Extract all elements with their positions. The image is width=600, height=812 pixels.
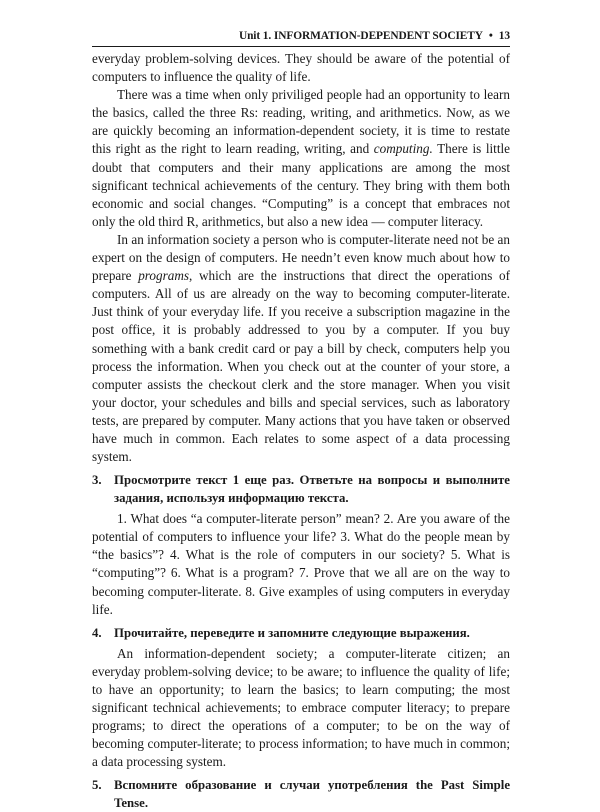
emphasis-programs: programs <box>138 268 189 284</box>
task-heading-4 <box>92 624 510 642</box>
textbook-page <box>92 30 510 812</box>
header-bullet: • <box>488 30 493 42</box>
page-number: 13 <box>498 30 510 42</box>
paragraph-information-society: In an information society a person who is computer-literate need not be an expert on the design of computers. He needn’t even know much about how to prepare programs, which are the instructions that direct the operations of computers. All of us are already on the way to becoming computer-literate. Just think of your everyday life. If you receive a subscription magazine in the post office, it is probably addressed to you by a computer. If you buy something with a bank credit card or pay a bill by check, computers help you process the information. When you check out at the counter of your store, a computer assists the checkout clerk and the store manager. When you visit your doctor, your schedules and bills and special services, such as laboratory tests, are prepared by computer. Many actions that you have taken or observed have much in common. Each relates to some aspect of a data processing system. <box>92 231 510 465</box>
task-instruction: Просмотрите текст 1 еще раз. Ответьте на вопросы и выполните задания, используя информацию текста. <box>114 473 510 506</box>
paragraph-three-rs: There was a time when only priviliged people had an opportunity to learn the basics, called the three Rs: reading, writing, and arithmetics. Now, as we are quickly becoming an information-dependent society, it is time to restate this right as the right to learn reading, writing, and computing. There is little doubt that computers and their many applications are among the most significant technical achievements of the century. They bring with them both economic and social changes. “Computing” is a concept that embraces not only the old third R, arithmetics, but also a new idea — computer literacy. <box>92 87 510 229</box>
task-number: 4. <box>92 625 102 640</box>
task-number: 5. <box>92 778 102 793</box>
emphasis-computing: computing. <box>373 141 433 157</box>
paragraph-continuation: everyday problem-solving devices. They should be aware of the potential of computers to influence the quality of life. <box>92 51 510 85</box>
task-instruction: Прочитайте, переведите и запомните следующие выражения. <box>114 625 470 640</box>
task-3-questions: 1. What does “a computer-literate person” mean? 2. Are you aware of the potential of computers to influence your life? 3. What do the people mean by “the basics”? 4. What is the role of computers in our society? 5. What is “computing”? 6. What is a program? 7. Prove that we all are on the way to becoming computer-literate. 8. Give examples of using computers in everyday life. <box>92 511 510 617</box>
task-4-expressions: An information-dependent society; a computer-literate citizen; an everyday problem-solving device; to be aware; to influence the quality of life; to have an opportunity; to learn the basics; to learn computing; the most significant technical achievements; to embrace computer literacy; to prepare programs; to direct the operations of a computer; to be on the way of becoming computer-literate; to process information; to have much in common; a data processing system. <box>92 645 510 770</box>
unit-title: Unit 1. INFORMATION-DEPENDENT SOCIETY <box>238 30 483 42</box>
task-instruction: Вспомните образование и случаи употребления the Past Simple Tense. <box>114 778 510 811</box>
task-heading-3 <box>92 471 510 507</box>
task-number: 3. <box>92 473 102 488</box>
running-header <box>92 30 510 47</box>
task-heading-5 <box>92 776 510 812</box>
